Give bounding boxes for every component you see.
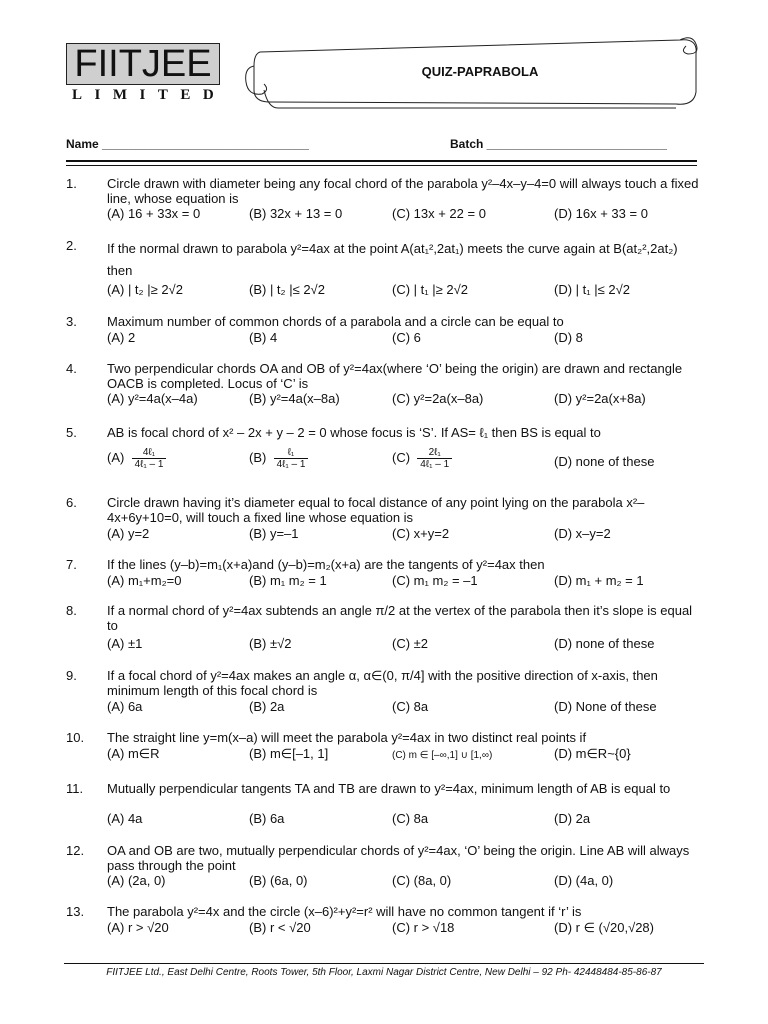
footer-address: FIITJEE Ltd., East Delhi Centre, Roots Tower, 5th Floor, Laxmi Nagar District Centre, New Delhi – 92 Ph- 42448484-85-86-87 bbox=[106, 967, 662, 978]
page-title: QUIZ-PAPRABOLA bbox=[421, 64, 539, 79]
header-divider-thin bbox=[66, 165, 697, 166]
fraction: $\frac{\text{2ℓ₁}}{\text{4ℓ₁ – 1}}$ bbox=[417, 447, 452, 470]
footer-divider bbox=[64, 963, 704, 964]
header-divider bbox=[66, 160, 697, 162]
batch-field-label: Batch ___________________________ bbox=[450, 137, 667, 151]
logo-subtitle: LIMITED bbox=[72, 87, 227, 103]
name-field-label: Name _______________________________ bbox=[66, 137, 309, 151]
fraction: $\frac{\text{ℓ₁}}{\text{4ℓ₁ – 1}}$ bbox=[274, 447, 309, 470]
fraction: $\frac{\text{4ℓ₁}}{\text{4ℓ₁ – 1}}$ bbox=[132, 447, 167, 470]
fiitjee-logo: FIITJEE bbox=[66, 43, 220, 85]
